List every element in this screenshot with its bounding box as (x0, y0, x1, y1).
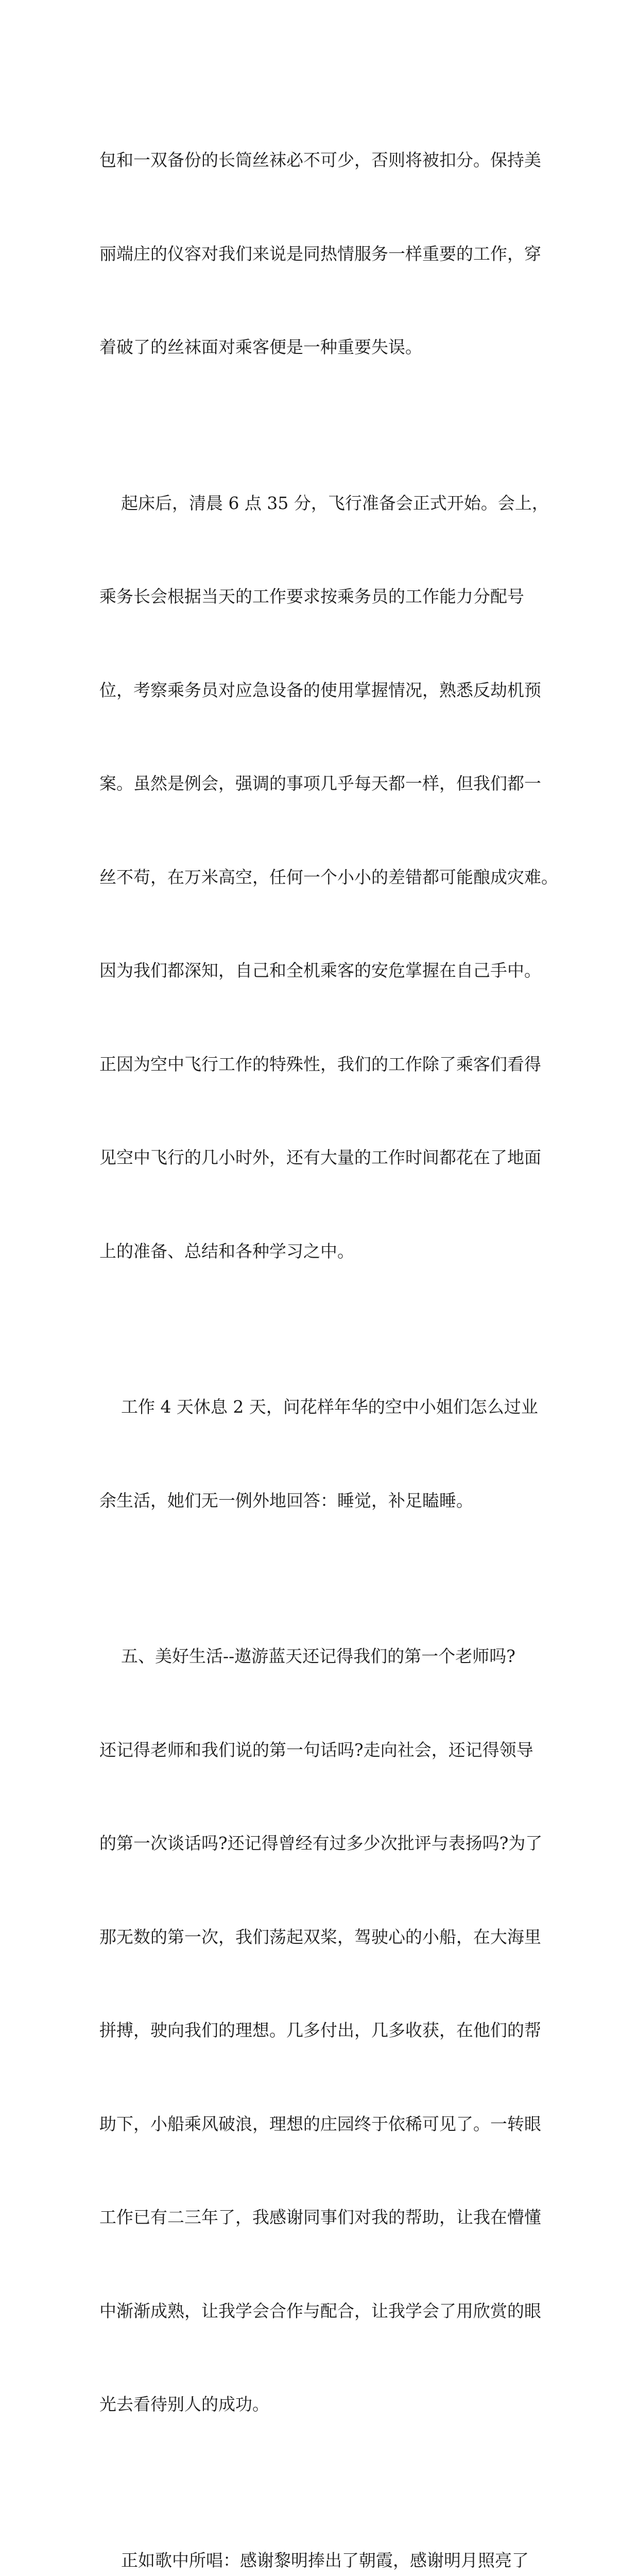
text-line: 那无数的第一次，我们荡起双桨，驾驶心的小船，在大海里 (99, 1922, 558, 1953)
paragraph-5 (99, 2483, 558, 2576)
text-line: 丽端庄的仪容对我们来说是同热情服务一样重要的工作，穿 (99, 239, 558, 270)
text-line: 助下，小船乘风破浪，理想的庄园终于依稀可见了。一转眼 (99, 2109, 558, 2140)
text-line: 乘务长会根据当天的工作要求按乘务员的工作能力分配号 (99, 581, 558, 613)
paragraph-2 (99, 426, 558, 1330)
text-line: 正如歌中所唱：感谢黎明捧出了朝霞，感谢明月照亮了 (99, 2545, 558, 2576)
text-line: 拼搏，驶向我们的理想。几多付出，几多收获，在他们的帮 (99, 2015, 558, 2046)
text-line: 上的准备、总结和各种学习之中。 (99, 1236, 558, 1267)
text-line: 余生活，她们无一例外地回答：睡觉，补足瞌睡。 (99, 1485, 558, 1517)
text-line: 丝不苟，在万米高空，任何一个小小的差错都可能酿成灾难。 (99, 862, 558, 893)
text-line: 位，考察乘务员对应急设备的使用掌握情况，熟悉反劫机预 (99, 675, 558, 706)
paragraph-3 (99, 1329, 558, 1579)
text-line: 因为我们都深知，自己和全机乘客的安危掌握在自己手中。 (99, 955, 558, 987)
text-line: 光去看待别人的成功。 (99, 2389, 558, 2420)
text-line: 着破了的丝袜面对乘客便是一种重要失误。 (99, 332, 558, 363)
text-line: 工作已有二三年了，我感谢同事们对我的帮助，让我在懵懂 (99, 2202, 558, 2233)
text-line: 五、美好生活--遨游蓝天还记得我们的第一个老师吗? (99, 1641, 558, 1672)
text-line: 正因为空中飞行工作的特殊性，我们的工作除了乘客们看得 (99, 1049, 558, 1080)
text-line: 包和一双备份的长筒丝袜必不可少，否则将被扣分。保持美 (99, 145, 558, 176)
text-line: 见空中飞行的几小时外，还有大量的工作时间都花在了地面 (99, 1142, 558, 1174)
paragraph-1 (99, 82, 558, 426)
text-line: 工作 4 天休息 2 天，问花样年华的空中小姐们怎么过业 (99, 1392, 558, 1423)
text-line: 案。虽然是例会，强调的事项几乎每天都一样，但我们都一 (99, 768, 558, 800)
document-body (99, 82, 558, 2576)
text-line: 起床后，清晨 6 点 35 分，飞行准备会正式开始。会上， (99, 488, 558, 519)
text-line: 的第一次谈话吗?还记得曾经有过多少次批评与表扬吗?为了 (99, 1828, 558, 1859)
document-page (0, 0, 639, 904)
text-line: 还记得老师和我们说的第一句话吗?走向社会，还记得领导 (99, 1735, 558, 1766)
paragraph-4 (99, 1579, 558, 2483)
text-line: 中渐渐成熟，让我学会合作与配合，让我学会了用欣赏的眼 (99, 2296, 558, 2327)
